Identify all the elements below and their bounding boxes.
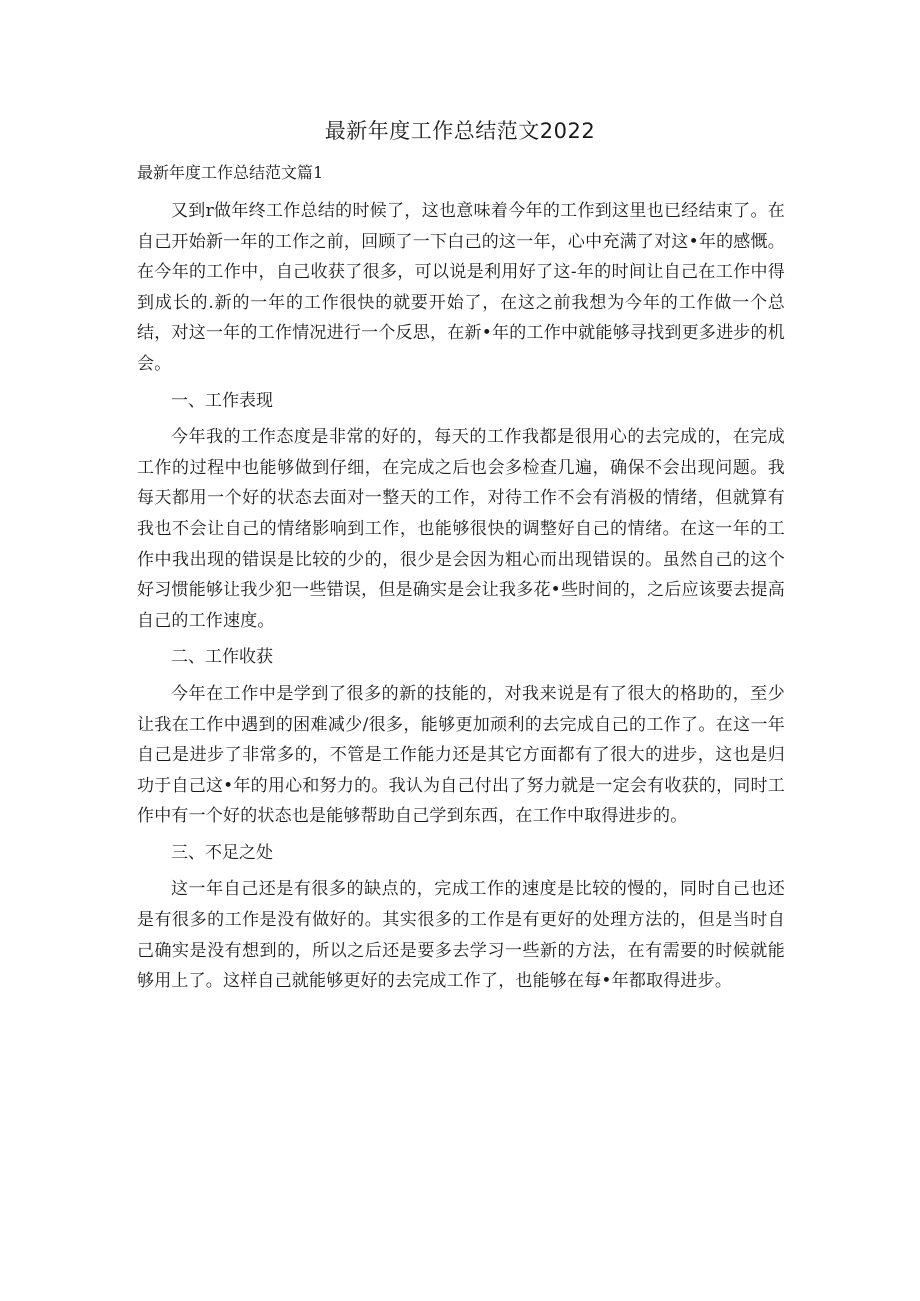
document-body: [137, 196, 785, 997]
document-subtitle: 最新年度工作总结范文篇1: [137, 163, 324, 182]
section-heading-performance: 一、工作表现: [171, 390, 273, 411]
document-title: 最新年度工作总结范文2022: [324, 119, 596, 143]
section-body-gains: 今年在工作中是学到了很多的新的技能的，对我来说是有了很大的格助的，至少让我在工作中遇到的困难减少/很多，能够更加顽利的去完成自己的工作了。在这一年自己是进步了非常多的，不管是工作能力还是其它方面都有了很大的进步，这也是归功于自己这•年的用心和努力的。我认为自己付出了努力就是一定会有收获的，同时工作中有一个好的状态也是能够帮助自己学到东西，在工作中取得进步的。: [137, 683, 785, 827]
section-heading-shortcomings: 三、不足之处: [171, 842, 273, 863]
intro-paragraph: 又到r做年终工作总结的时候了，这也意味着今年的工作到这里也已经结束了。在自己开始新一年的工作之前，回顾了一下白己的这一年，心中充满了对这•年的感慨。在今年的工作中，自己收获了很多，可以说是利用好了这-年的时间让自己在工作中得到成长的.新的一年的工作很快的就要开始了，在这之前我想为今年的工作做一个总结，对这一年的工作情况进行一个反思，在新•年的工作中就能够寻找到更多进步的机会。: [137, 201, 785, 374]
section-heading-gains: 二、工作收获: [171, 647, 273, 668]
section-body-performance: 今年我的工作态度是非常的好的，每天的工作我都是很用心的去完成的，在完成工作的过程中也能够做到仔细，在完成之后也会多检查几遍，确保不会出现问题。我每天都用一个好的状态去面对一整天的工作，对待工作不会有消极的情绪，但就算有我也不会让自己的情绪影响到工作，也能够很快的调整好自己的情绪。在这一年的工作中我出现的错误是比较的少的，很少是会因为粗心而出现错误的。虽然自己的这个好习惯能够让我少犯一些错误，但是确实是会让我多花•些时间的，之后应该要去提高自己的工作速度。: [137, 427, 785, 631]
section-body-shortcomings: 这一年自己还是有很多的缺点的，完成工作的速度是比较的慢的，同时自己也还是有很多的工作是没有做好的。其实很多的工作是有更好的处理方法的，但是当时自己确实是没有想到的，所以之后还是要多去学习一些新的方法，在有需要的时候就能够用上了。这样自己就能够更好的去完成工作了，也能够在每•年都取得进步。: [137, 879, 785, 992]
